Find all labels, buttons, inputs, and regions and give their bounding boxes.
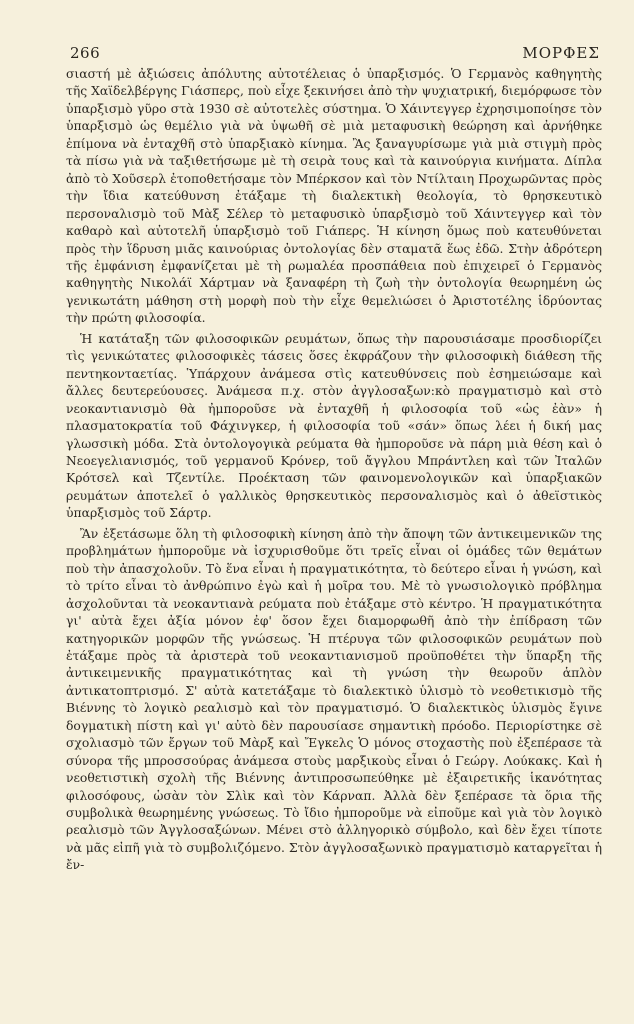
body-text: [66, 66, 602, 875]
page-header: [70, 44, 600, 66]
paragraph: Ἂν ἐξετάσωμε ὅλη τὴ φιλοσοφικὴ κίνηση ἀπὸ τὴν ἄποψη τῶν ἀντικειμενικῶν της προβλημάτων ἠμποροῦμε νὰ ἰσχυρισθοῦμε ὅτι τρεῖς εἶναι οἱ ὁμάδες τῶν θεμάτων ποὺ τὴν ἀπασχολοῦν. Τὸ ἕνα εἶναι ἡ πραγματικότητα, τὸ δεύτερο εἶναι ἡ γνώση, καὶ τὸ τρίτο εἶναι τὸ ἀνθρώπινο ἐγὼ καὶ ἡ μοῖρα του. Μὲ τὸ γνωσιολογικὸ πρόβλημα ἀσχολοῦνται τὰ νεοκαντιανὰ ρεύματα ποὺ ἐτάξαμε στὸ κέντρο. Ἡ πραγματικότητα γι' αὐτὰ ἔχει ἀξία μόνον ἐφ' ὅσον ἔχει διαμορφωθῆ ἀπὸ τὴν ἐπίδραση τῶν κατηγορικῶν μορφῶν τῆς γνώσεως. Ἡ πτέρυγα τῶν φιλοσοφικῶν ρευμάτων ποὺ ἐτάξαμε πρὸς τὰ ἀριστερὰ τοῦ νεοκαντιανισμοῦ προϋποθέτει τὴν ὕπαρξη τῆς ἀντικειμενικῆς πραγματικότητας καὶ τὴ γνώση τὴν θεωροῦν ἁπλὸν ἀντικατοπτρισμό. Σ' αὐτὰ κατετάξαμε τὸ διαλεκτικὸ ὑλισμὸ τὸ νεοθετικισμὸ τῆς Βιέννης τὸ λογικὸ ρεαλισμὸ καὶ τὸν πραγματισμό. Ὁ διαλεκτικὸς ὑλισμὸς ἔγινε δογματικὴ πίστη καὶ γι' αὐτὸ δὲν παρουσίασε σημαντικὴ πρόοδο. Περιορίστηκε σὲ σχολιασμὸ τῶν ἔργων τοῦ Μὰρξ καὶ Ἔγκελς Ὁ μόνος στοχαστὴς ποὺ ἐξεπέρασε τὰ σύνορα τῆς μπροσσούρας ἀνάμεσα στοὺς μαρξικοὺς εἶναι ὁ Γεώργ. Λούκακς. Καὶ ἡ νεοθετιστικὴ σχολὴ τῆς Βιέννης ἀντιπροσωπεύθηκε μὲ ἐξαιρετικῆς ἱκανότητας φιλοσόφους, ὡσὰν τὸν Σλὶκ καὶ τὸν Κάρναπ. Ἀλλὰ δὲν ξεπέρασε τὰ ὅρια τῆς συμβολικὰ θεωρημένης γνώσεως. Τὸ ἴδιο ἠμποροῦμε νὰ εἰποῦμε καὶ γιὰ τὸν λογικὸ ρεαλισμὸ τῶν Ἀγγλοσαξώνων. Μένει στὸ ἀλληγορικὸ σύμβολο, καὶ δὲν ἔχει τίποτε νὰ μᾶς εἰπῆ γιὰ τὸ συμβολιζόμενο. Στὸν ἀγγλοσαξωνικὸ πραγματισμὸ καταργεῖται ἡ ἔν-: [66, 526, 602, 873]
running-title: ΜΟΡΦΕΣ: [522, 44, 600, 62]
page-number: 266: [70, 44, 101, 62]
paragraph: Ἡ κατάταξη τῶν φιλοσοφικῶν ρευμάτων, ὅπως τὴν παρουσιάσαμε προσδιορίζει τὶς γενικώτατες φιλοσοφικὲς τάσεις ὅσες ἐκφράζουν τὴν φιλοσοφικὴ διάθεση τῆς πεντηκονταετίας. Ὑπάρχουν ἀνάμεσα στὶς κατευθύνσεις ποὺ ἐσημειώσαμε καὶ ἄλλες δευτερεύουσες. Ἀνάμεσα π.χ. στὸν ἀγγλοσαξων:κὸ πραγματισμὸ καὶ στὸ νεοκαντιανισμὸ θὰ ἠμποροῦσε νὰ ἐνταχθῆ ἡ φιλοσοφία τοῦ «ὡς ἐὰν» ἡ πλασματοκρατία τοῦ Φάχινγκερ, ἡ φιλοσοφία τοῦ «σάν» ὅπως λέει ἡ δική μας γλωσσικὴ μόδα. Στὰ ὀντολογογικὰ ρεύματα θὰ ἠμποροῦσε νὰ πάρη μιὰ θέση καὶ ὁ Νεοεγελιανισμός, τοῦ γερμανοῦ Κρόνερ, τοῦ ἄγγλου Μπράντλεη καὶ τῶν Ἰταλῶν Κρότσελ καὶ Τζεντίλε. Προέκταση τῶν φαινομενολογικῶν καὶ ὑπαρξιακῶν ρευμάτων ἀποτελεῖ ὁ γαλλικὸς θρησκευτικὸς περσοναλισμὸς καὶ ὁ ἀθεϊστικὸς ὑπαρξισμὸς τοῦ Σάρτρ.: [66, 331, 602, 521]
paragraph: σιαστή μὲ ἀξιώσεις ἀπόλυτης αὐτοτέλειας ὁ ὑπαρξισμός. Ὁ Γερμανὸς καθηγητὴς τῆς Χαϊδελβέργης Γιάσπερς, ποὺ εἶχε ξεκινήσει ἀπὸ τὴν ψυχιατρική, διεμόρφωσε τὸν ὑπαρξισμὸ γῦρο στὰ 1930 σὲ αὐτοτελὲς σύστημα. Ὁ Χάιντεγγερ ἐχρησιμοποίησε τὸν ὑπαρξισμὸ ὡς θεμέλιο γιὰ νὰ ὑψωθῆ σὲ μιὰ μεταφυσικὴ θεώρηση καὶ ἀρνήθηκε ἐπίμονα νὰ ἐνταχθῆ στὸ ὑπαρξιακὸ κίνημα. Ἂς ξαναγυρίσωμε γιὰ μιὰ στιγμὴ πρὸς τὰ πίσω γιὰ νὰ ταξιθετήσωμε μὲ τὴ σειρὰ τους καὶ τὰ καινούργια κινήματα. Δίπλα ἀπὸ τὸ Χοῦσερλ ἐτοποθετήσαμε τὸν Μπέρκσον καὶ τὸν Ντίλταιη Προχωρῶντας πρὸς τὴν ἴδια κατεύθυνση ἐτάξαμε τὴ διαλεκτικὴ θεολογία, τὸ θρησκευτικὸ περσοναλισμὸ τοῦ Μὰξ Σέλερ τὸ μεταφυσικὸ ὑπαρξισμὸ τοῦ Χάιντεγγερ καὶ τὸν καθαρὸ καὶ αὐτοτελῆ ὑπαρξισμὸ τοῦ Γιάπερς. Ἡ κίνηση ὅμως ποὺ κατευθύνεται πρὸς τὴν ἵδρυση μιᾶς καινούριας ὀντολογίας δὲν σταματᾶ ἕως ἐδῶ. Στὴν ἀδρότερη τῆς ἐμφάνιση ἐμφανίζεται μὲ τὴ ρωμαλέα προσπάθεια ποὺ ἐπιχειρεῖ ὁ Γερμανὸς καθηγητὴς Νικολάϊ Χάρτμαν νὰ ξαναφέρη τὴ ζωὴ τὴν ὀντολογία θεωρημένη ὡς γενικωτάτη μάθηση στὴ μορφὴ ποὺ τὴν εἶχε θεμελιώσει ὁ Ἀριστοτέλης ἱδρύοντας τὴν πρώτη φιλοσοφία.: [66, 67, 602, 326]
